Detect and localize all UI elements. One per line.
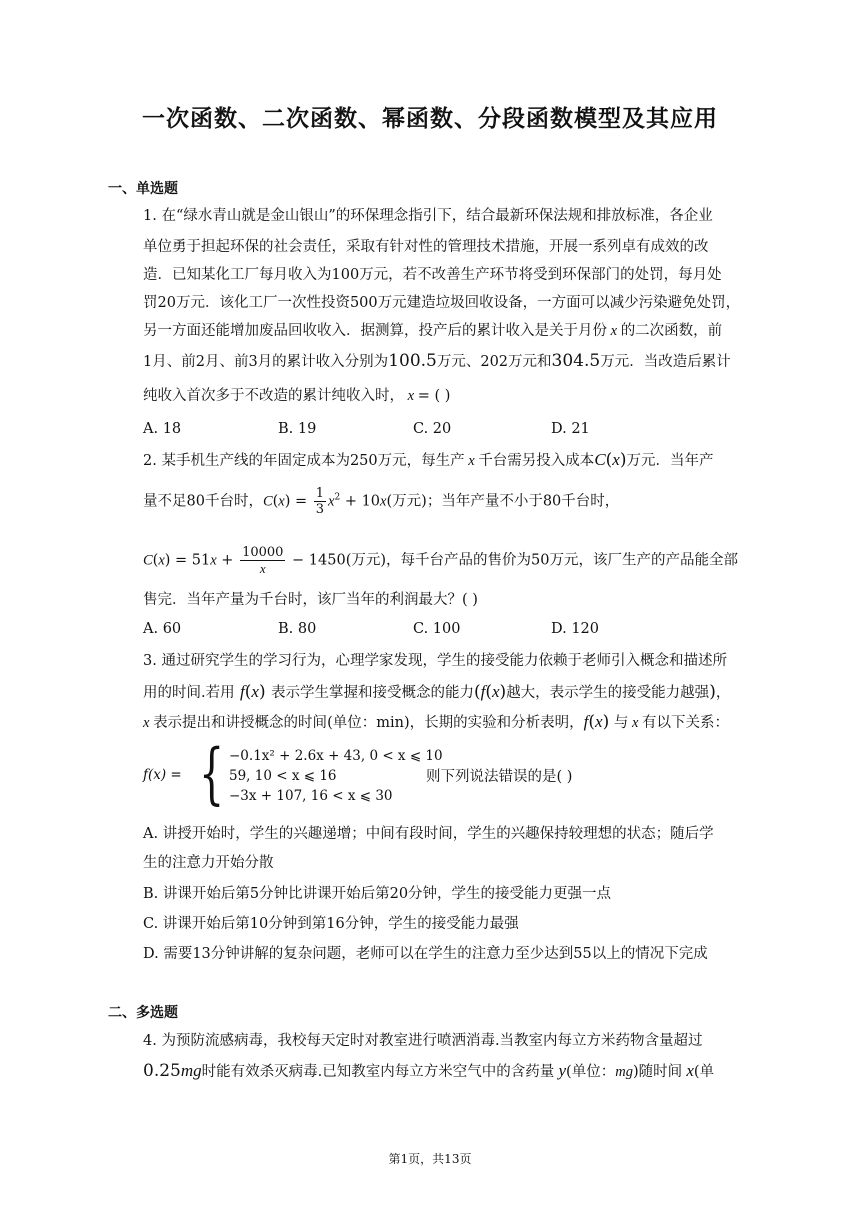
piecewise-case-1: −0.1x² + 2.6x + 43, 0 < x ⩽ 10 [229,748,443,764]
q3-line-3: x 表示提出和讲授概念的时间(单位：min)，长期的实验和分析表明，f(x) 与 x 有以下关系： [143,712,729,732]
q3-line-3-a: 表示提出和讲授概念的时间 [153,715,328,731]
q3-line-2: 用的时间.若用 f(x) 表示学生掌握和接受概念的能力(f(x)越大，表示学生的接受能力越强)， [143,682,731,702]
q1-option-b: B. 19 [278,421,317,437]
q2-line-2-c: ；当年产量不小于80千台时， [426,493,620,510]
q1-option-d: D. 21 [551,421,590,437]
q1-line-7: 纯收入首次多于不改造的累计纯收入时， x = ( ) [143,388,451,404]
q3-option-b: B. 讲课开始后第5分钟比讲课开始后第20分钟，学生的接受能力更强一点 [143,886,612,902]
q4-line-2-c: 随时间 [638,1064,683,1080]
q3-question-stem: 则下列说法错误的是( ) [426,769,573,785]
section-heading-single-choice: 一、单选题 [108,181,178,197]
q2-line-4: 售完．当年产量为千台时，该厂当年的利润最大？( ) [143,592,478,608]
q1-line-6-c: 万元．当改造后累计 [600,354,731,370]
piecewise-case-3: −3x + 107, 16 < x ⩽ 30 [229,788,393,804]
q1-line-7-text: 纯收入首次多于不改造的累计纯收入时， [143,388,404,404]
q1-value-2: 304.5 [551,351,601,371]
q1-line-6 [143,352,753,371]
q2-line-1-a: 2. 某手机生产线的年固定成本为250万元，每生产 [143,453,465,469]
q4-line-2: 0.25mg时能有效杀灭病毒.已知教室内每立方米空气中的含药量 y(单位：mg)随时间 x(单 [143,1061,715,1081]
q2-line-1-c: 万元．当年产 [626,453,714,469]
q3-line-2-b: 表示学生掌握和接受概念的能力 [270,685,474,701]
q2-option-c: C. 100 [413,621,461,637]
q1-line-5-text: 另一方面还能增加废品回收收入．据测算，投产后的累计收入是关于月份 [143,323,607,339]
q2-line-3-c: ，每千台产品的售价为50万元，该厂生产的产品能全部 [386,552,738,569]
q1-line-6-b: 万元、202万元和 [436,354,552,370]
q1-line-4: 罚20万元．该化工厂一次性投资500万元建造垃圾回收设备，一方面可以减少污染避免处罚， [143,295,741,311]
q2-option-a: A. 60 [143,621,182,637]
q4-line-1: 4. 为预防流感病毒，我校每天定时对教室进行喷洒消毒.当教室内每立方米药物含量超过 [143,1033,703,1049]
piecewise-label: f(x) = [143,767,182,783]
q2-fraction-1: $\frac{1}{3}$ [315,486,325,517]
q3-line-3-b: 单位：min [332,715,404,731]
page-title: 一次函数、二次函数、幂函数、分段函数模型及其应用 [142,106,718,132]
q3-option-c: C. 讲课开始后第10分钟到第16分钟，学生的接受能力最强 [143,916,519,932]
q2-option-d: D. 120 [551,621,600,637]
q2-unit-1: 万元 [392,493,422,510]
piecewise-case-2: 59, 10 < x ⩽ 16 [229,768,337,784]
q2-line-3: C(x) = 51x + $\frac{10000}{x}$ − 1450(万元)，每千台产品的售价为50万元，该厂生产的产品能全部 [143,545,738,576]
piecewise-function [143,735,443,812]
q1-line-2: 单位勇于担起环保的社会责任，采取有针对性的管理技术措施，开展一系列卓有成效的改 [143,239,709,255]
q1-option-a: A. 18 [143,421,182,437]
q1-line-7-tail: = ( ) [417,388,451,404]
section-heading-multiple-choice: 二、多选题 [108,1005,178,1021]
q1-line-5-tail: 的二次函数，前 [620,323,723,339]
q3-line-1: 3. 通过研究学生的学习行为，心理学家发现，学生的接受能力依赖于老师引入概念和描述所 [143,653,727,669]
q1-line-6-a: 1月、前2月、前3月的累计收入分别为 [143,354,389,370]
q1-line-1: 1. 在“绿水青山就是金山银山”的环保理念指引下，结合最新环保法规和排放标准，各企业 [143,208,713,224]
piecewise-brace: { [199,735,225,812]
q3-line-2-a: 用的时间.若用 [143,685,235,701]
q3-line-3-c: ，长期的实验和分析表明， [409,715,584,731]
q4-line-2-a: 时能有效杀灭病毒.已知教室内每立方米空气中的含药量 [201,1064,555,1080]
q3-option-a-line-2: 生的注意力开始分散 [143,855,274,871]
q3-line-3-d: 与 [613,715,629,731]
q1-value-1: 100.5 [388,351,437,371]
q2-option-b: B. 80 [278,621,317,637]
q2-unit-2: 万元 [351,552,381,569]
q2-line-2: 量不足80千台时，C(x) = $\frac{1}{3}$ $x^2 + 10x$(万元)；当年产量不小于80千台时， [143,486,620,517]
q4-value: 0.25 [143,1061,181,1081]
q3-line-2-c: 越大，表示学生的接受能力越强 [506,685,710,701]
q3-option-a-line-1: A. 讲授开始时，学生的兴趣递增；中间有段时间，学生的兴趣保持较理想的状态；随后学 [143,826,714,842]
q4-line-2-b: 单位： [571,1064,616,1080]
q1-line-5: 另一方面还能增加废品回收收入．据测算，投产后的累计收入是关于月份 x 的二次函数，前 [143,323,723,339]
q1-option-c: C. 20 [413,421,452,437]
q1-line-3: 造．已知某化工厂每月收入为100万元，若不改善生产环节将受到环保部门的处罚，每月处 [143,267,722,283]
q4-line-2-d: 单 [699,1064,715,1080]
q4-unit: mg [180,1061,202,1080]
q2-line-2-a: 量不足80千台时， [143,493,263,510]
q2-fraction-2: $\frac{10000}{x}$ [242,545,284,576]
q2-line-1-b: 千台需另投入成本 [478,453,595,469]
page-footer: 第1页，共13页 [388,1152,472,1166]
q3-option-d: D. 需要13分钟讲解的复杂问题，老师可以在学生的注意力至少达到55以上的情况下完成 [143,946,708,962]
q3-line-3-e: 有以下关系： [642,715,729,731]
q2-line-1: 2. 某手机生产线的年固定成本为250万元，每生产 x 千台需另投入成本C(x)万元．当年产 [143,450,714,470]
